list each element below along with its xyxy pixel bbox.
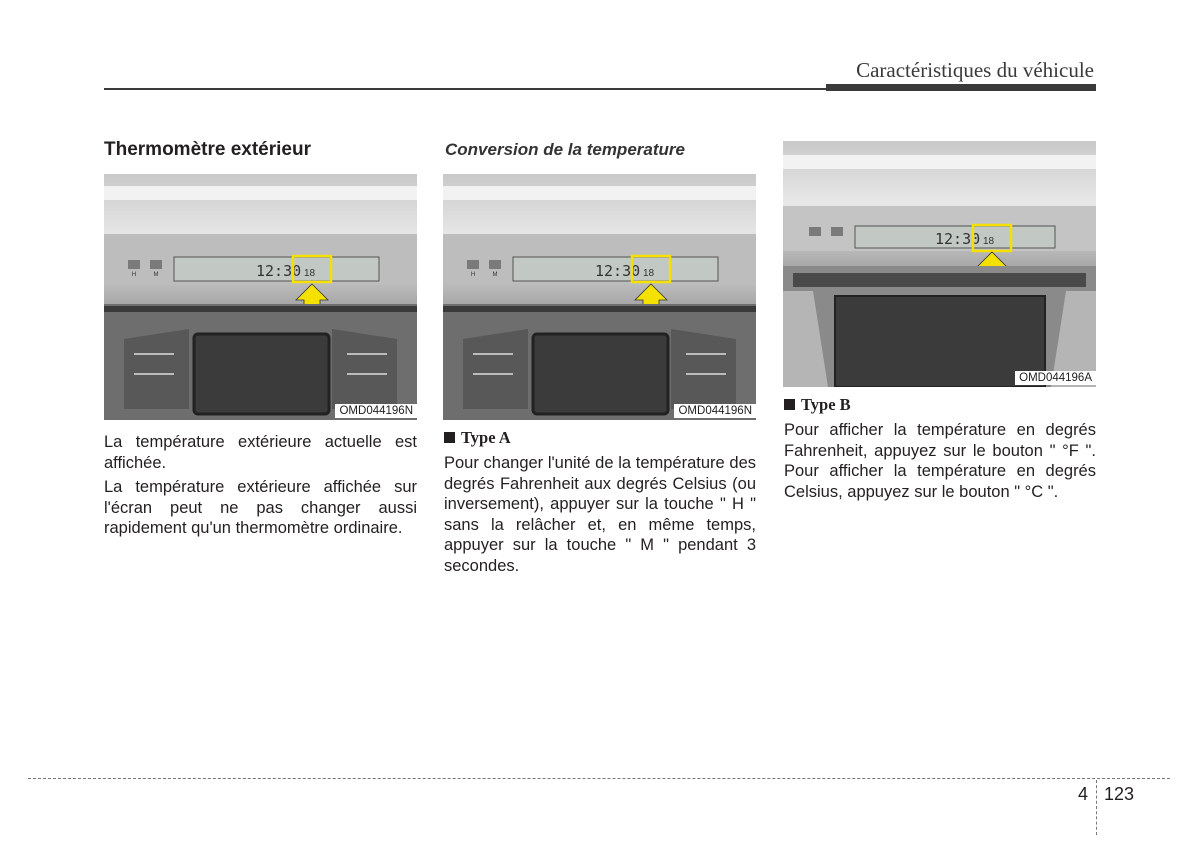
clock-readout: 12:30 (256, 262, 302, 280)
header-rule-accent (826, 84, 1096, 91)
chapter-number: 4 (1078, 784, 1089, 804)
clock-readout: 12:30 (935, 230, 981, 248)
paragraph-type-a: Pour changer l'unité de la température des degrés Fahrenheit aux degrés Celsius (ou inversement), appuyer sur la touche " H " sans la relâcher et, en même temps, appuyer sur la touche " M " pendant 3 secondes. (444, 454, 756, 575)
h-button-label: H (470, 272, 476, 278)
section-heading-conversion: Conversion de la temperature (445, 140, 685, 159)
paragraph-temp-delay: La température extérieure affichée sur l'écran peut ne pas changer aussi rapidement qu'un thermomètre ordinaire. (104, 478, 417, 537)
dashboard-photo-1 (104, 174, 417, 420)
type-a-label: Type A (444, 428, 511, 448)
clock-readout: 12:30 (595, 262, 641, 280)
m-button-label: M (492, 272, 498, 278)
paragraph-current-temp: La température extérieure actuelle est affichée. (104, 433, 417, 472)
m-button-label: M (153, 272, 159, 278)
footer-divider (1096, 780, 1097, 835)
page-number: 123 (1104, 784, 1135, 804)
paragraph-type-b: Pour afficher la température en degrés Fahrenheit, appuyez sur le bouton " °F ". Pour afficher la température en degrés Celsius, appuyez sur le bouton " °C ". (784, 421, 1096, 501)
h-button-label: H (131, 272, 137, 278)
temp-readout: 18 (983, 236, 995, 247)
square-bullet-icon (444, 432, 455, 443)
photo-code: OMD044196N (674, 404, 756, 418)
dashboard-photo-3 (783, 141, 1096, 387)
photo-code: OMD044196A (1015, 371, 1096, 385)
photo-code: OMD044196N (335, 404, 417, 418)
temp-readout: 18 (304, 268, 316, 279)
footer-rule (28, 778, 1170, 779)
section-heading-outside-thermometer: Thermomètre extérieur (104, 139, 311, 160)
temp-readout: 18 (643, 268, 655, 279)
square-bullet-icon (784, 399, 795, 410)
running-header: Caractéristiques du véhicule (856, 58, 1094, 82)
type-b-label: Type B (784, 395, 851, 415)
dashboard-photo-2 (443, 174, 756, 420)
